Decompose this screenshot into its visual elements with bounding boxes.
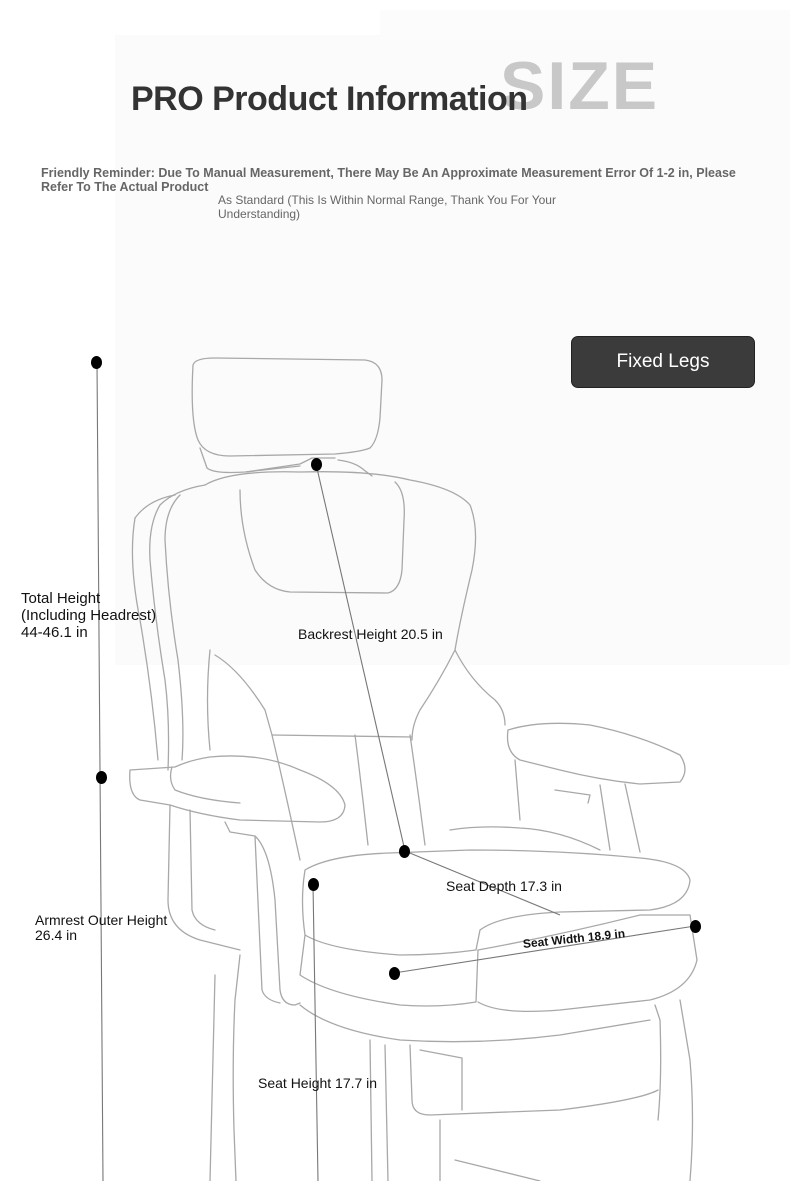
backrest-height-label: Backrest Height 20.5 in — [298, 626, 443, 642]
total-height-value: 44-46.1 in — [21, 624, 88, 641]
total-height-title: Total Height — [21, 590, 101, 607]
seat-height-label: Seat Height 17.7 in — [258, 1075, 378, 1091]
measure-point — [311, 458, 322, 471]
page-title: PRO Product Information — [131, 80, 528, 118]
reminder-text: Friendly Reminder: Due To Manual Measurement, There May Be An Approximate Measurement Error Of 1-2 in, Please Refer To The Actual Product — [41, 166, 736, 194]
measure-point — [308, 878, 319, 891]
measure-point — [690, 920, 701, 933]
seat-width-label: Seat Width 18.9 in — [522, 926, 626, 951]
fixed-legs-badge: Fixed Legs — [571, 336, 755, 388]
armrest-height-value: 26.4 in — [35, 927, 78, 943]
measure-point — [389, 967, 400, 980]
armrest-height-label — [35, 913, 167, 943]
measure-point — [91, 356, 102, 369]
total-height-subtitle: (Including Headrest) — [21, 607, 157, 624]
size-watermark: SIZE — [500, 48, 660, 124]
armrest-height-title: Armrest Outer Height — [35, 912, 168, 928]
seat-depth-label: Seat Depth 17.3 in — [446, 878, 562, 894]
measure-point — [96, 771, 107, 784]
reminder-text-continued: As Standard (This Is Within Normal Range, Thank You For Your Understanding) — [218, 193, 556, 221]
measure-point — [399, 845, 410, 858]
total-height-label — [21, 590, 156, 641]
